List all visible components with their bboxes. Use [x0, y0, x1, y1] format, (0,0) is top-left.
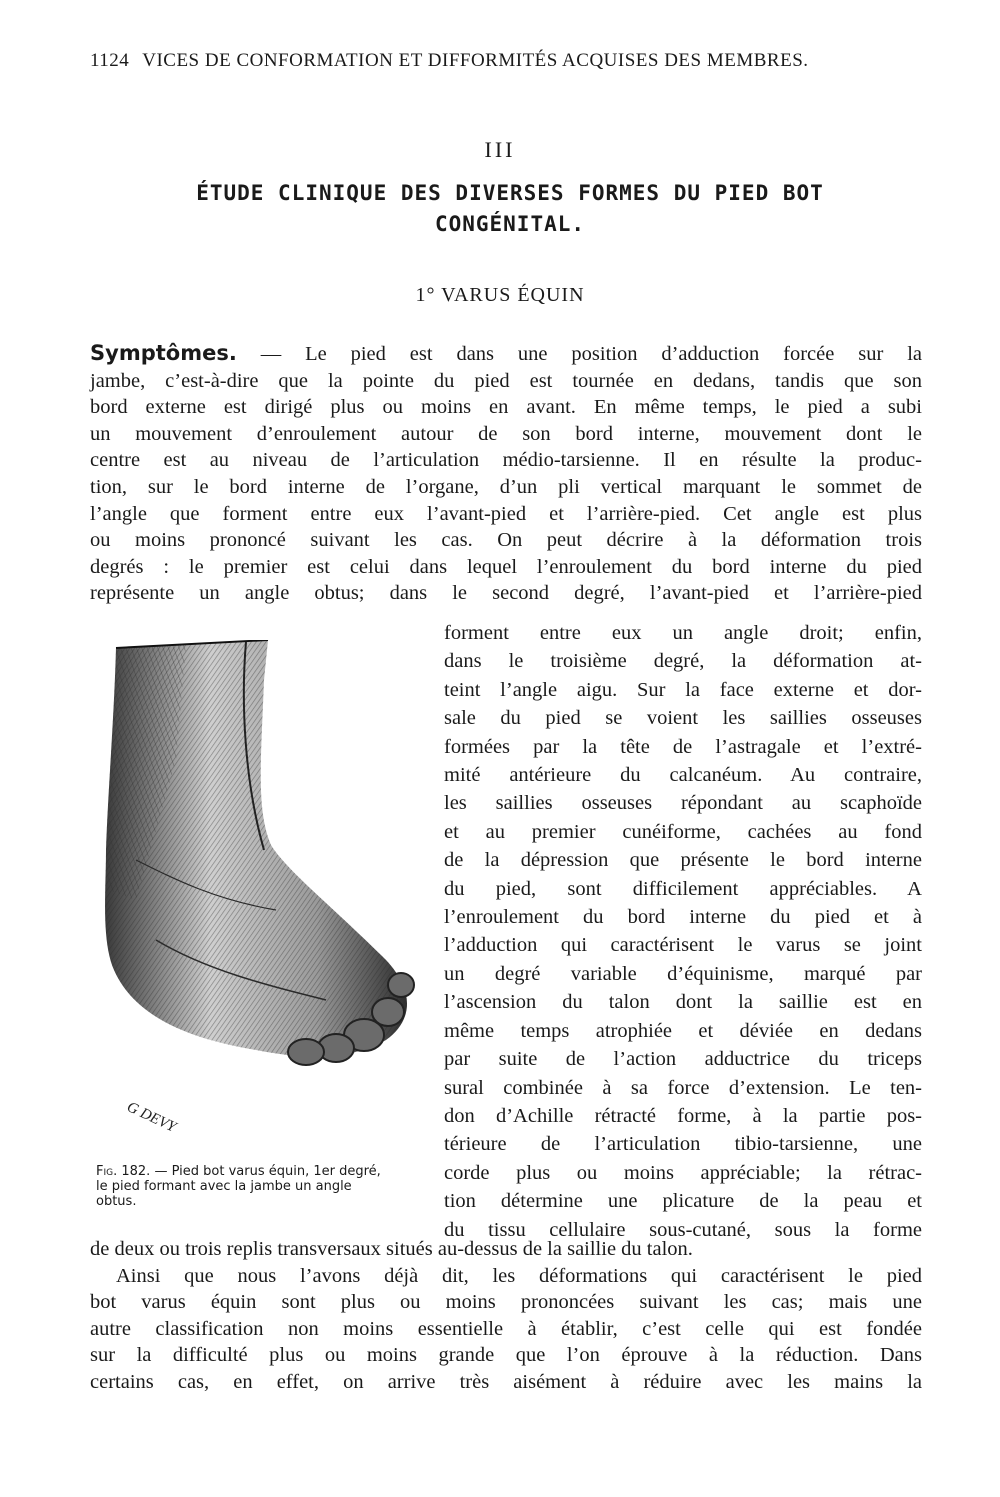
engraver-signature: G DEVY	[124, 1099, 179, 1136]
text-line: par suite de l’action adductrice du triceps	[444, 1048, 922, 1071]
page-number: 1124	[90, 50, 130, 71]
text-line: du tissu cellulaire sous-cutané, sous la forme	[444, 1218, 922, 1241]
text-line: même temps atrophiée et déviée en dedans	[444, 1019, 922, 1042]
text-line: ou moins prononcé suivant les cas. On peut décrire à la déformation trois	[90, 529, 922, 552]
text-line: un mouvement d’enroulement autour de son bord interne, mouvement dont le	[90, 422, 922, 445]
text-line: formées par la tête de l’astragale et l’extré-	[444, 735, 922, 758]
text-line: degrés : le premier est celui dans lequel l’enroulement du bord interne du pied	[90, 555, 922, 578]
text-line: sale du pied se voient les saillies osseuses	[444, 707, 922, 730]
text-line: un degré variable d’équinisme, marqué par	[444, 962, 922, 985]
text-line: dans le troisième degré, la déformation at-	[444, 650, 922, 673]
section-title-line: ÉTUDE CLINIQUE DES DIVERSES FORMES DU PIED BOT	[196, 181, 824, 205]
paragraph-classification	[90, 1236, 922, 1396]
figure-clubfoot-engraving	[96, 640, 426, 1140]
text-line: sural combinée à sa force d’extension. Le ten-	[444, 1076, 922, 1099]
section-number: III	[484, 137, 516, 162]
text-line: centre est au niveau de l’articulation médio-tarsienne. Il en résulte la produc-	[90, 449, 922, 472]
figure-caption	[96, 1164, 426, 1209]
text-line: de deux ou trois replis transversaux situés au-dessus de la saillie du talon.	[90, 1238, 693, 1260]
text-line: don d’Achille rétracté forme, à la partie pos-	[444, 1104, 922, 1127]
text-line: et au premier cunéiforme, cachées au fond	[444, 820, 922, 843]
text-line: les saillies osseuses répondant au scaphoïde	[444, 792, 922, 815]
caption-label: Fig. 182.	[96, 1164, 151, 1179]
text-line: jambe, c’est-à-dire que la pointe du pied est tournée en dedans, tandis que son	[90, 369, 922, 392]
text-line: mité antérieure du calcanéum. Au contraire,	[444, 764, 922, 787]
text-line: l’angle que forment entre eux l’avant-pied et l’arrière-pied. Cet angle est plus	[90, 502, 922, 525]
caption-line: obtus.	[96, 1194, 137, 1209]
text-line: autre classification non moins essentielle à établir, c’est celle qui est fondée	[90, 1317, 922, 1340]
text-line: tion, sur le bord interne de l’organe, d’un pli vertical marquant le sommet de	[90, 475, 922, 498]
section-title-line: CONGÉNITAL.	[434, 212, 586, 236]
text-line: l’ascension du talon dont la saillie est en	[444, 991, 922, 1014]
text-wrapped-column	[444, 619, 922, 1244]
text-line: bord externe est dirigé plus ou moins en avant. En même temps, le pied a subi	[90, 396, 922, 419]
subsection-title: 1° VARUS ÉQUIN	[415, 284, 585, 306]
text-line: l’adduction qui caractérisent le varus se joint	[444, 934, 922, 957]
running-head	[90, 50, 910, 72]
caption-line: Fig. 182. — Pied bot varus équin, 1er degré,	[96, 1164, 381, 1179]
text-line: sur la difficulté plus ou moins grande que l’on éprouve à la réduction. Dans	[90, 1344, 922, 1367]
caption-line: le pied formant avec la jambe un angle	[96, 1179, 352, 1194]
paragraph-symptoms	[90, 340, 922, 607]
text-line: forment entre eux un angle droit; enfin,	[444, 622, 922, 644]
text-line: corde plus ou moins appréciable; la rétrac-	[444, 1161, 922, 1184]
paragraph-lead: Symptômes.	[90, 341, 237, 365]
text-line: Ainsi que nous l’avons déjà dit, les déformations qui caractérisent le pied	[116, 1264, 922, 1287]
text-line: certains cas, en effet, on arrive très aisément à réduire avec les mains la	[90, 1370, 922, 1393]
text-line: du pied, sont difficilement appréciables. A	[444, 877, 922, 900]
foot-illustration	[96, 640, 426, 1140]
text-line: térieure de l’articulation tibio-tarsienne, une	[444, 1133, 922, 1156]
text-line: Symptômes. — Le pied est dans une position d’adduction forcée sur la	[90, 341, 922, 365]
text-line: bot varus équin sont plus ou moins prononcées suivant les cas; mais une	[90, 1291, 922, 1314]
text-line: de la dépression que présente le bord interne	[444, 849, 922, 872]
text-line: l’enroulement du bord interne du pied et à	[444, 906, 922, 929]
text-line: tion détermine une plicature de la peau et	[444, 1190, 922, 1213]
text-line: représente un angle obtus; dans le second degré, l’avant-pied et l’arrière-pied	[90, 582, 922, 605]
section-title	[100, 178, 920, 240]
text-line: teint l’angle aigu. Sur la face externe et dor-	[444, 678, 922, 701]
running-title: VICES DE CONFORMATION ET DIFFORMITÉS ACQUISES DES MEMBRES.	[142, 50, 809, 71]
